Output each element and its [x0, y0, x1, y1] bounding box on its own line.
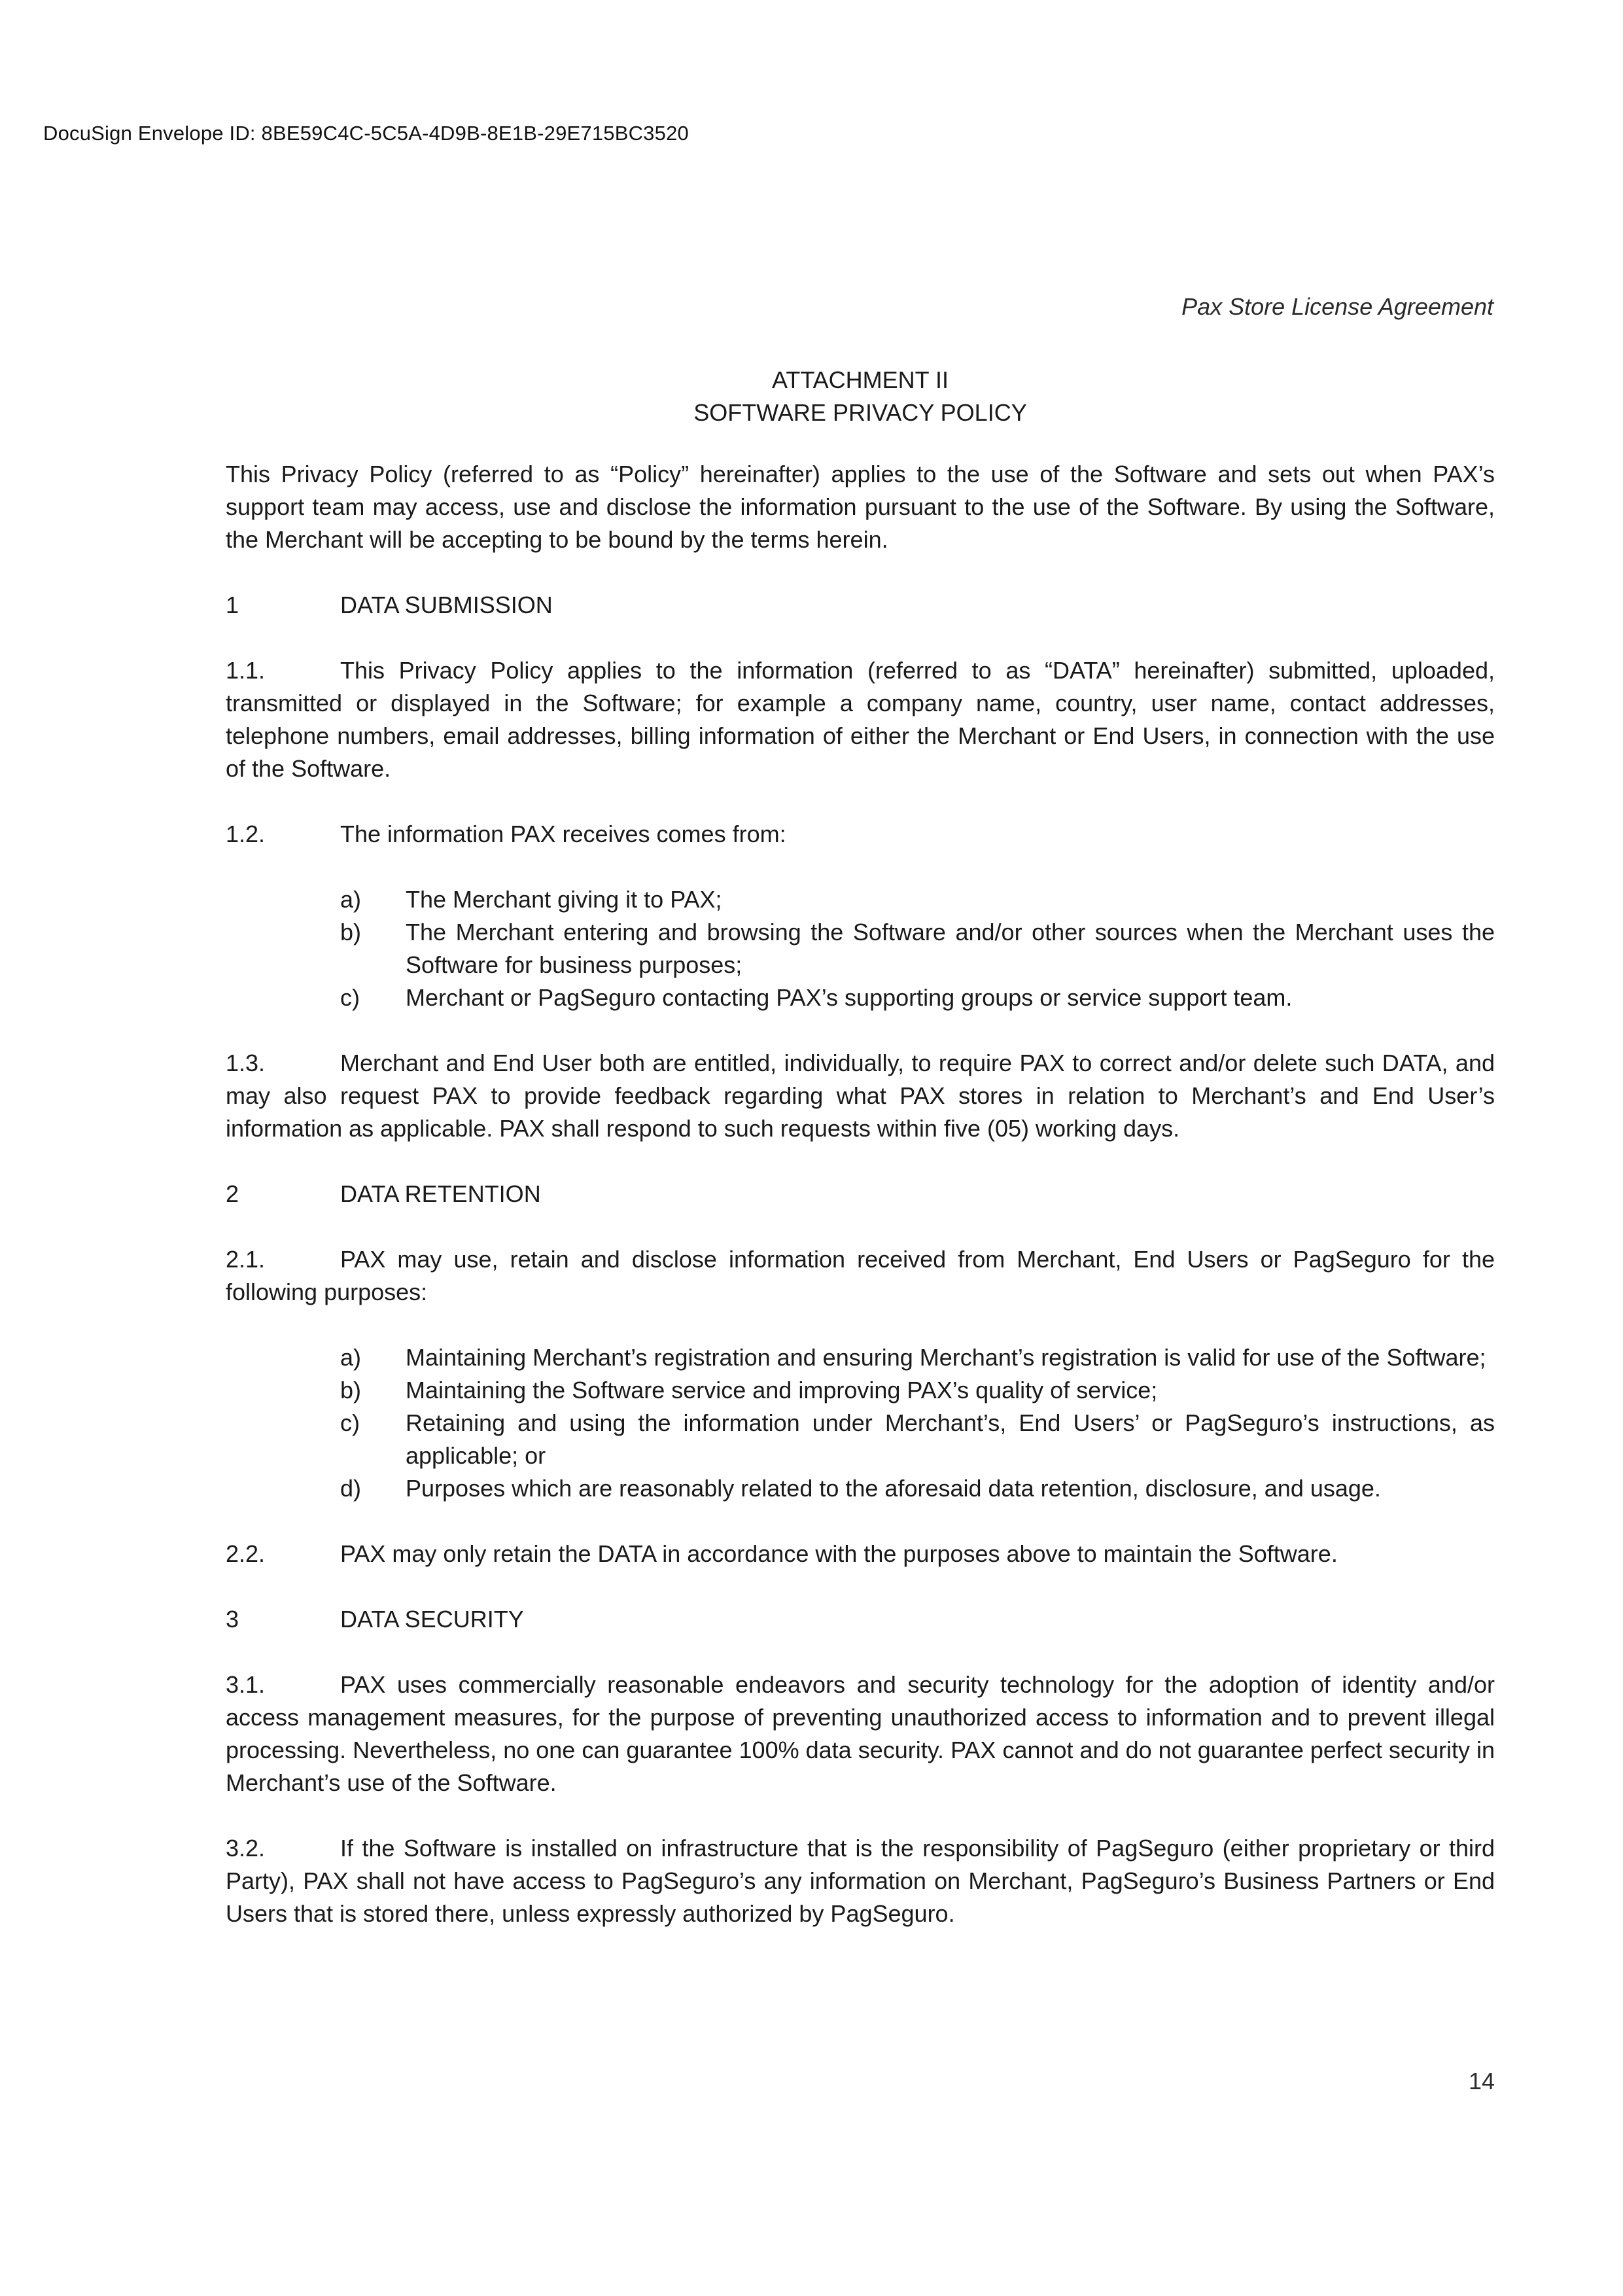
list-item [340, 916, 1495, 981]
page-number: 14 [1468, 2068, 1495, 2094]
list-item [340, 1374, 1495, 1407]
clause-number: 1.2. [226, 821, 266, 847]
document-body [226, 458, 1495, 1963]
list-item-text: The Merchant entering and browsing the Software and/or other sources when the Merchant uses the Software for business purposes; [406, 919, 1495, 978]
list-marker: a) [340, 886, 362, 913]
section-number: 1 [226, 592, 239, 618]
clause-text: If the Software is installed on infrastructure that is the responsibility of PagSeguro (either proprietary or third Party), PAX shall not have access to PagSeguro’s any information on Merchant, PagSeguro’s Business Partners or End Users that is stored there, unless expressly authorized by PagSeguro. [226, 1835, 1495, 1927]
clause [226, 818, 1495, 851]
section-number: 2 [226, 1180, 239, 1207]
docusign-envelope-id: DocuSign Envelope ID: 8BE59C4C-5C5A-4D9B-8E1B-29E715BC3520 [43, 122, 689, 145]
list-item [340, 1472, 1495, 1505]
list-marker: b) [340, 919, 362, 945]
section-title: DATA SECURITY [340, 1606, 524, 1633]
list-item [340, 981, 1495, 1014]
clause-number: 1.3. [226, 1050, 266, 1076]
list-marker: a) [340, 1344, 362, 1371]
attachment-label: ATTACHMENT II [772, 366, 949, 393]
list-item [340, 1341, 1495, 1374]
clause-text: The information PAX receives comes from: [340, 821, 786, 847]
clause-number: 2.2. [226, 1540, 266, 1567]
clause-list [340, 1341, 1495, 1505]
list-marker: d) [340, 1475, 362, 1502]
policy-title: SOFTWARE PRIVACY POLICY [693, 399, 1027, 426]
list-item [340, 883, 1495, 916]
list-item-text: The Merchant giving it to PAX; [406, 886, 722, 913]
list-item-text: Maintaining the Software service and improving PAX’s quality of service; [406, 1377, 1158, 1404]
list-marker: c) [340, 984, 360, 1011]
section-heading [226, 589, 1495, 622]
clause [226, 1832, 1495, 1930]
list-item-text: Merchant or PagSeguro contacting PAX’s supporting groups or service support team. [406, 984, 1293, 1011]
title-block [226, 364, 1495, 429]
section-heading [226, 1603, 1495, 1636]
list-marker: c) [340, 1409, 360, 1436]
clause-list [340, 883, 1495, 1014]
clause-text: PAX uses commercially reasonable endeavors and security technology for the adoption of identity and/or access management measures, for the purpose of preventing unauthorized access to information and to prevent illegal processing. Nevertheless, no one can guarantee 100% data security. PAX cannot and do not guarantee perfect security in Merchant’s use of the Software. [226, 1671, 1495, 1796]
section-heading [226, 1178, 1495, 1210]
clause-text: PAX may use, retain and disclose information received from Merchant, End Users or PagSeguro for the following purposes: [226, 1246, 1495, 1305]
clause-text: This Privacy Policy applies to the information (referred to as “DATA” hereinafter) submitted, uploaded, transmitted or displayed in the Software; for example a company name, country, user name, contact addresses, telephone numbers, email addresses, billing information of either the Merchant or End Users, in connection with the use of the Software. [226, 657, 1495, 782]
clause-number: 1.1. [226, 657, 266, 684]
clause-number: 3.2. [226, 1835, 266, 1862]
list-item-text: Maintaining Merchant’s registration and ensuring Merchant’s registration is valid for use of the Software; [406, 1344, 1486, 1371]
section-title: DATA SUBMISSION [340, 592, 553, 618]
clause-number: 2.1. [226, 1246, 266, 1273]
clause [226, 1669, 1495, 1799]
clause-text: Merchant and End User both are entitled, individually, to require PAX to correct and/or delete such DATA, and may also request PAX to provide feedback regarding what PAX stores in relation to Merchant’s and End User’s information as applicable. PAX shall respond to such requests within five (05) working days. [226, 1050, 1495, 1142]
clause-number: 3.1. [226, 1671, 266, 1698]
section-title: DATA RETENTION [340, 1180, 541, 1207]
clause [226, 1538, 1495, 1570]
running-header: Pax Store License Agreement [1181, 293, 1493, 320]
section-number: 3 [226, 1606, 239, 1633]
list-item-text: Purposes which are reasonably related to the aforesaid data retention, disclosure, and usage. [406, 1475, 1381, 1502]
clause [226, 654, 1495, 785]
intro-paragraph: This Privacy Policy (referred to as “Policy” hereinafter) applies to the use of the Software and sets out when PAX’s support team may access, use and disclose the information pursuant to the use of the Software. By using the Software, the Merchant will be accepting to be bound by the terms herein. [226, 461, 1495, 553]
list-marker: b) [340, 1377, 362, 1404]
list-item [340, 1407, 1495, 1472]
list-item-text: Retaining and using the information under Merchant’s, End Users’ or PagSeguro’s instructions, as applicable; or [406, 1409, 1495, 1469]
clause [226, 1047, 1495, 1145]
clause [226, 1243, 1495, 1309]
clause-text: PAX may only retain the DATA in accordance with the purposes above to maintain the Software. [340, 1540, 1338, 1567]
